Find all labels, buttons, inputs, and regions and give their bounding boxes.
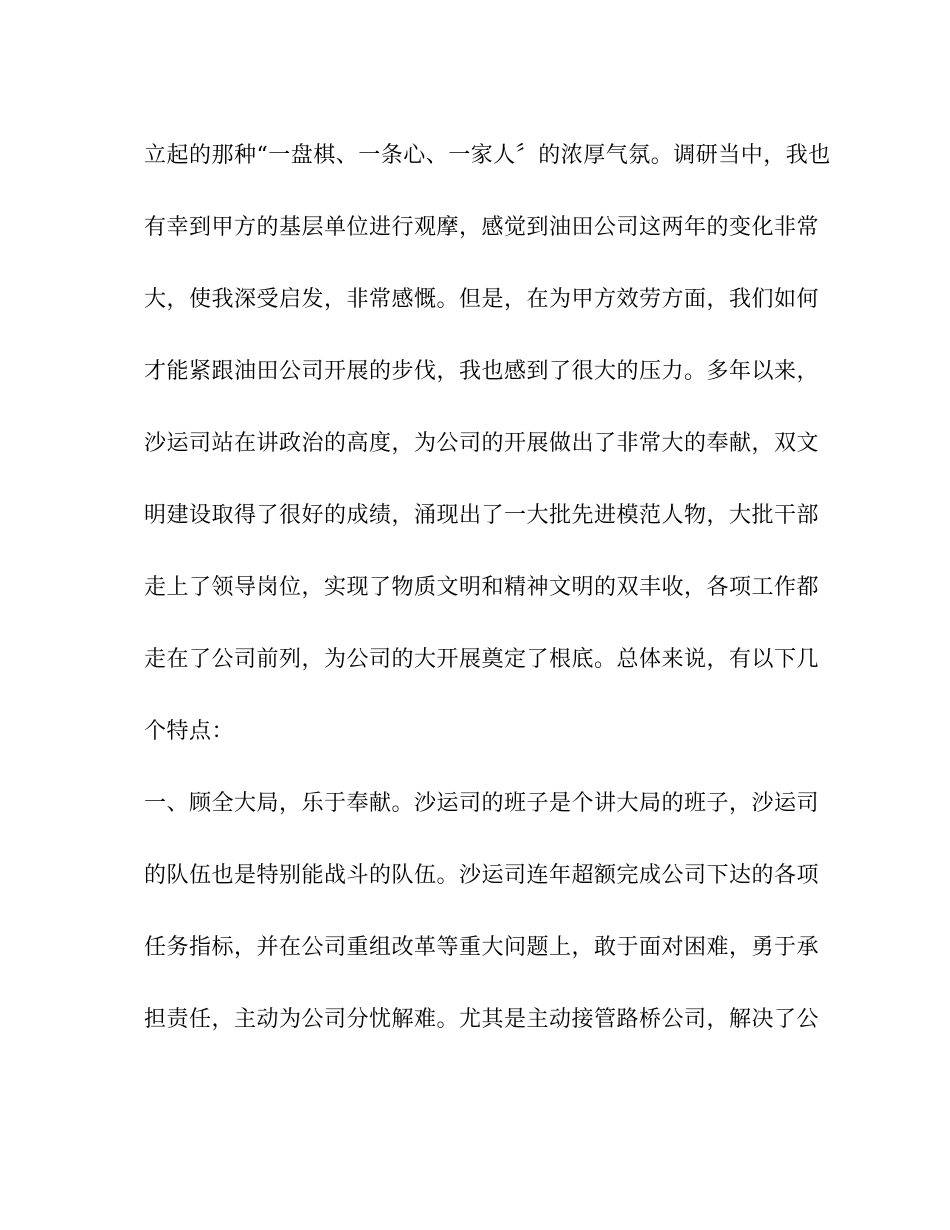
text-line: 沙运司站在讲政治的高度，为公司的开展做出了非常大的奉献，双文 xyxy=(144,431,820,456)
text-line: 一、顾全大局，乐于奉献。沙运司的班子是个讲大局的班子，沙运司 xyxy=(144,791,820,816)
text-line: 有幸到甲方的基层单位进行观摩，感觉到油田公司这两年的变化非常 xyxy=(144,215,820,240)
text-line: 明建设取得了很好的成绩，涌现出了一大批先进模范人物，大批干部 xyxy=(144,503,820,528)
text-line: 任务指标，并在公司重组改革等重大问题上，敢于面对困难，勇于承 xyxy=(144,935,820,960)
text-line: 大，使我深受启发，非常感慨。但是，在为甲方效劳方面，我们如何 xyxy=(144,287,820,312)
text-line: 个特点： xyxy=(144,719,235,744)
text-line: 走上了领导岗位，实现了物质文明和精神文明的双丰收，各项工作都 xyxy=(144,575,820,600)
text-line: 才能紧跟油田公司开展的步伐，我也感到了很大的压力。多年以来， xyxy=(144,359,820,384)
text-line: 的队伍也是特别能战斗的队伍。沙运司连年超额完成公司下达的各项 xyxy=(144,863,820,888)
text-line: 立起的那种“一盘棋、一条心、一家人〞的浓厚气氛。调研当中，我也 xyxy=(144,143,831,168)
text-line: 走在了公司前列，为公司的大开展奠定了根底。总体来说，有以下几 xyxy=(144,647,820,672)
text-line: 担责任，主动为公司分忧解难。尤其是主动接管路桥公司，解决了公 xyxy=(144,1007,820,1032)
